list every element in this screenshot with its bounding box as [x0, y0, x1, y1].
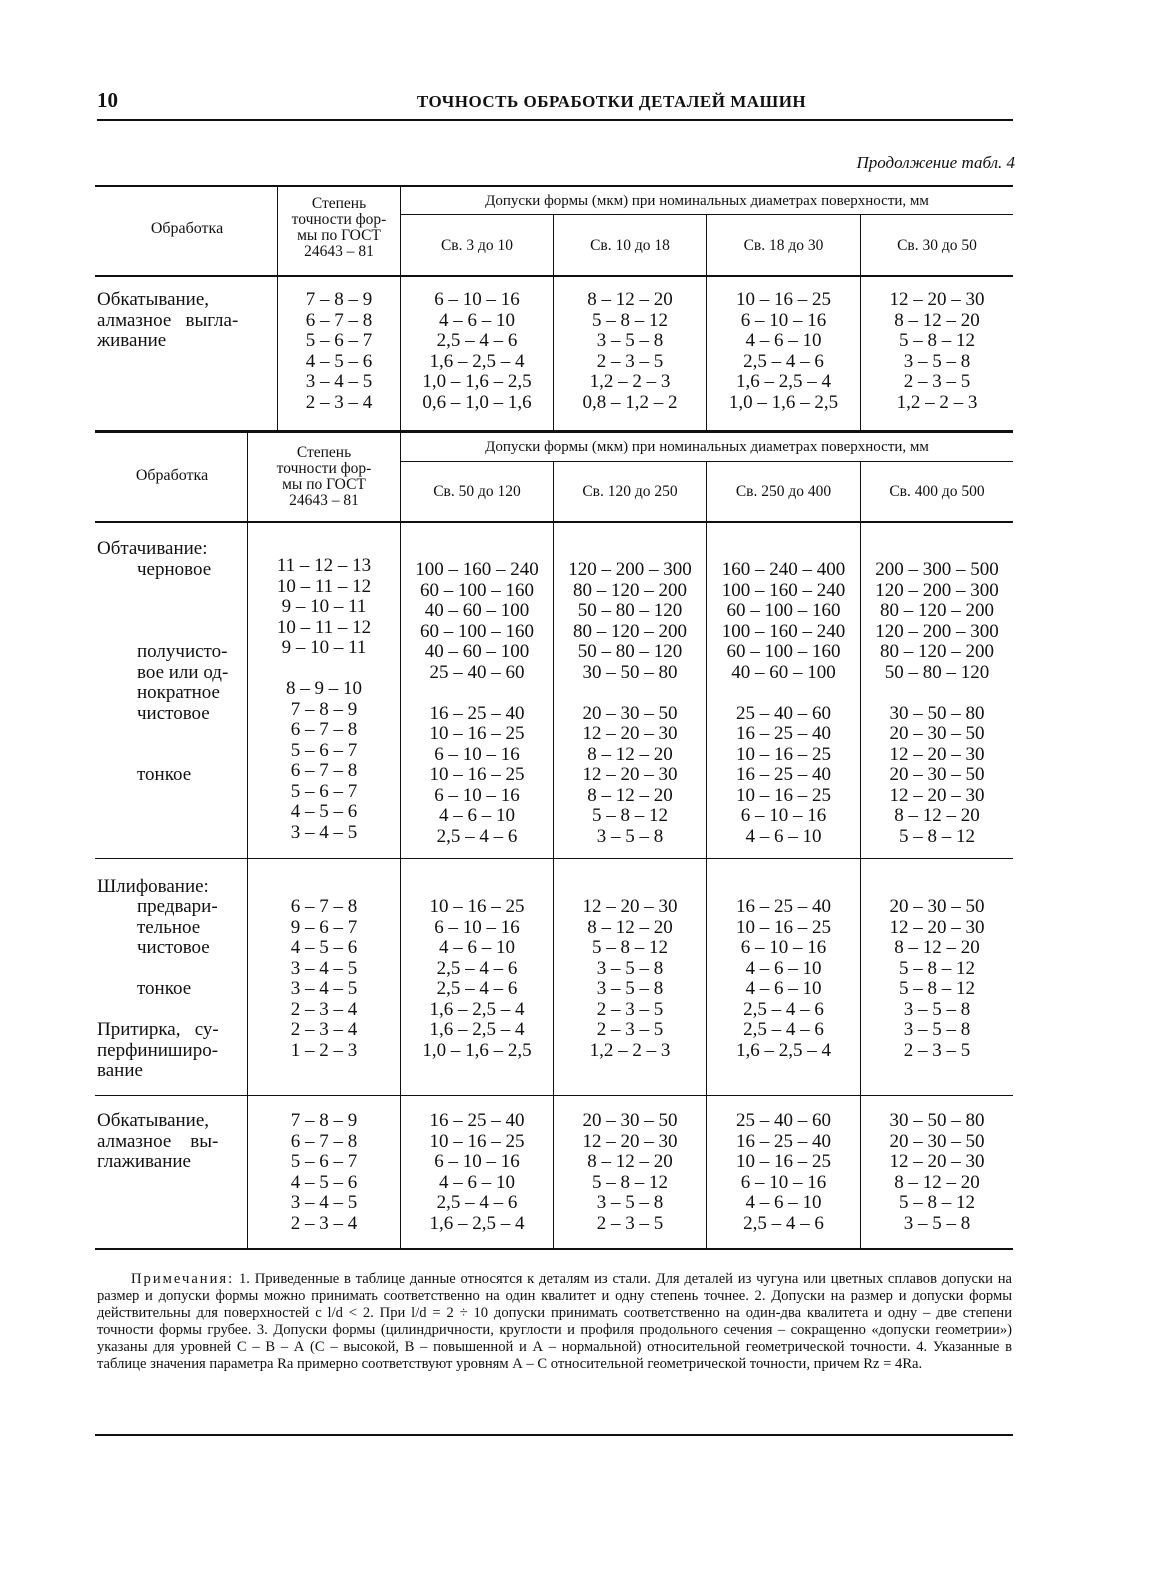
tolerance-values: 16 – 25 – 40 10 – 16 – 25 6 – 10 – 16 4 – 6 – 10 2,5 – 4 – 6 1,6 – 2,5 – 4 — [429, 1110, 525, 1234]
processing-sublabels: предвари- тельное чистовое тонкое — [137, 896, 218, 999]
tolerance-values: 100 – 160 – 240 60 – 100 – 160 40 – 60 – 100 60 – 100 – 160 40 – 60 – 100 25 – 40 – 60 16 – 25 – 40 10 – 16 – 25 6 – 10 – 16 10 – 16 – 25 6 – 10 – 16 4 – 6 – 10 2,5 – 4 – 6 — [415, 559, 539, 847]
tolerance-values: 200 – 300 – 500 120 – 200 – 300 80 – 120 – 200 120 – 200 – 300 80 – 120 – 200 50 – 80 – 120 30 – 50 – 80 20 – 30 – 50 12 – 20 – 30 20 – 30 – 50 12 – 20 – 30 8 – 12 – 20 5 – 8 – 12 — [875, 559, 999, 847]
processing-label: Обкатывание, алмазное выгла- живание — [97, 289, 239, 351]
processing-label: Притирка, су- перфиниширо- вание — [97, 1019, 219, 1081]
degree-values: 11 – 12 – 13 10 – 11 – 12 9 – 10 – 11 10 – 11 – 12 9 – 10 – 11 8 – 9 – 10 7 – 8 – 9 6 – 7 – 8 5 – 6 – 7 6 – 7 – 8 5 – 6 – 7 4 – 5 – 6 3 – 4 – 5 — [276, 555, 372, 843]
degree-values: 6 – 7 – 8 9 – 6 – 7 4 – 5 – 6 3 – 4 – 5 3 – 4 – 5 2 – 3 – 4 2 – 3 – 4 1 – 2 – 3 — [290, 896, 358, 1061]
processing-label: Обтачивание: — [97, 538, 208, 559]
notes-label: Примечания: — [131, 1271, 235, 1287]
processing-sublabels: черновое получисто- вое или од- нократное чистовое тонкое — [137, 559, 229, 785]
range-header: Св. 18 до 30 — [743, 237, 824, 254]
tolerance-values: 120 – 200 – 300 80 – 120 – 200 50 – 80 – 120 80 – 120 – 200 50 – 80 – 120 30 – 50 – 80 20 – 30 – 50 12 – 20 – 30 8 – 12 – 20 12 – 20 – 30 8 – 12 – 20 5 – 8 – 12 3 – 5 – 8 — [568, 559, 692, 847]
running-title: ТОЧНОСТЬ ОБРАБОТКИ ДЕТАЛЕЙ МАШИН — [416, 92, 807, 111]
tolerance-values: 30 – 50 – 80 20 – 30 – 50 12 – 20 – 30 8 – 12 – 20 5 – 8 – 12 3 – 5 – 8 — [889, 1110, 985, 1234]
tolerance-values: 160 – 240 – 400 100 – 160 – 240 60 – 100 – 160 100 – 160 – 240 60 – 100 – 160 40 – 60 – 100 25 – 40 – 60 16 – 25 – 40 10 – 16 – 25 16 – 25 – 40 10 – 16 – 25 6 – 10 – 16 4 – 6 – 10 — [721, 559, 846, 847]
header-rule — [97, 119, 1013, 121]
range-header: Св. 3 до 10 — [440, 237, 514, 254]
tolerance-values: 6 – 10 – 16 4 – 6 – 10 2,5 – 4 – 6 1,6 – 2,5 – 4 1,0 – 1,6 – 2,5 0,6 – 1,0 – 1,6 — [422, 289, 532, 413]
col-processing-header: Обработка — [135, 467, 209, 484]
range-header: Св. 250 до 400 — [735, 483, 832, 500]
tolerance-values: 20 – 30 – 50 12 – 20 – 30 8 – 12 – 20 5 – 8 – 12 3 – 5 – 8 2 – 3 – 5 — [582, 1110, 678, 1234]
tolerance-values: 10 – 16 – 25 6 – 10 – 16 4 – 6 – 10 2,5 – 4 – 6 2,5 – 4 – 6 1,6 – 2,5 – 4 1,6 – 2,5 – 4 1,0 – 1,6 – 2,5 — [422, 896, 532, 1061]
degree-values: 7 – 8 – 9 6 – 7 – 8 5 – 6 – 7 4 – 5 – 6 3 – 4 – 5 2 – 3 – 4 — [290, 1110, 358, 1234]
range-header: Св. 30 до 50 — [897, 237, 977, 254]
page-number: 10 — [97, 88, 118, 112]
tolerance-values: 12 – 20 – 30 8 – 12 – 20 5 – 8 – 12 3 – 5 – 8 3 – 5 – 8 2 – 3 – 5 2 – 3 – 5 1,2 – 2 – 3 — [582, 896, 678, 1061]
range-header: Св. 120 до 250 — [582, 483, 678, 500]
tolerance-values: 10 – 16 – 25 6 – 10 – 16 4 – 6 – 10 2,5 – 4 – 6 1,6 – 2,5 – 4 1,0 – 1,6 – 2,5 — [728, 289, 839, 413]
col-group-header: Допуски формы (мкм) при номинальных диаметрах поверхности, мм — [485, 439, 929, 455]
tolerance-values: 20 – 30 – 50 12 – 20 – 30 8 – 12 – 20 5 – 8 – 12 5 – 8 – 12 3 – 5 – 8 3 – 5 – 8 2 – 3 – 5 — [889, 896, 985, 1061]
processing-label: Шлифование: — [97, 876, 209, 897]
degree-values: 7 – 8 – 9 6 – 7 – 8 5 – 6 – 7 4 – 5 – 6 3 – 4 – 5 2 – 3 – 4 — [305, 289, 373, 413]
col-group-header: Допуски формы (мкм) при номинальных диаметрах поверхности, мм — [485, 193, 929, 209]
tolerance-values: 8 – 12 – 20 5 – 8 – 12 3 – 5 – 8 2 – 3 – 5 1,2 – 2 – 3 0,8 – 1,2 – 2 — [582, 289, 678, 413]
tolerance-values: 25 – 40 – 60 16 – 25 – 40 10 – 16 – 25 6 – 10 – 16 4 – 6 – 10 2,5 – 4 – 6 — [736, 1110, 831, 1234]
col-degree-header: Степень точности фор- мы по ГОСТ 24643 – 81 — [291, 195, 387, 260]
col-degree-header: Степень точности фор- мы по ГОСТ 24643 – 81 — [276, 444, 372, 509]
tolerance-values: 16 – 25 – 40 10 – 16 – 25 6 – 10 – 16 4 – 6 – 10 4 – 6 – 10 2,5 – 4 – 6 2,5 – 4 – 6 1,6 – 2,5 – 4 — [736, 896, 831, 1061]
col-processing-header: Обработка — [150, 220, 224, 237]
tolerance-values: 12 – 20 – 30 8 – 12 – 20 5 – 8 – 12 3 – 5 – 8 2 – 3 – 5 1,2 – 2 – 3 — [889, 289, 985, 413]
table-notes — [97, 1271, 1012, 1372]
range-header: Св. 10 до 18 — [590, 237, 670, 254]
range-header: Св. 50 до 120 — [433, 483, 521, 500]
notes-text: 1. Приведенные в таблице данные относятся к деталям из стали. Для деталей из чугуна или цветных сплавов допуски на размер и допуски формы можно принимать соответственно на один квалитет и одну степень точнее. 2. Допуски на размер и допуски формы действительны для поверхностей с l/d < 2. При l/d = 2 ÷ 10 допуски принимать соответственно на один-два квалитета и одну – две степени точности формы грубее. 3. Допуски формы (цилиндричности, круглости и профиля продольного сечения – сокращенно «допуски геометрии») указаны для уровней С – В – А (С – высокой, В – повышенной и А – нормальной) относительной геометрической точности. 4. Указанные в таблице значения параметра Ra примерно соответствуют уровням А – С относительной геометрической точности, причем Rz = 4Ra. — [97, 1271, 1012, 1372]
table-caption: Продолжение табл. 4 — [856, 153, 1015, 172]
bottom-rule — [95, 1434, 1013, 1436]
processing-label: Обкатывание, алмазное вы- глаживание — [97, 1110, 219, 1172]
range-header: Св. 400 до 500 — [889, 483, 985, 500]
